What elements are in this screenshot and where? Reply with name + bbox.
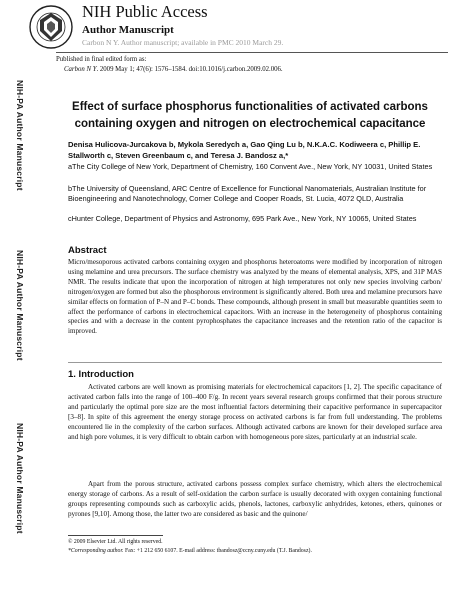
copyright-note: © 2009 Elsevier Ltd. All rights reserved. bbox=[68, 539, 163, 545]
corresponding-details: Fax: +1 212 650 6107. E-mail address: tbandosz@ccny.cuny.edu (T.J. Bandosz). bbox=[123, 548, 312, 554]
affiliation-c: cHunter College, Department of Physics and Astronomy, 695 Park Ave., New York, NY 10065, United States bbox=[68, 214, 417, 223]
availability-line: Carbon N Y. Author manuscript; available in PMC 2010 March 29. bbox=[82, 38, 284, 47]
abstract-heading: Abstract bbox=[68, 245, 107, 256]
header-title: NIH Public Access bbox=[82, 2, 208, 21]
citation bbox=[56, 65, 283, 75]
nih-logo-icon bbox=[28, 4, 74, 50]
publication-info bbox=[56, 55, 283, 75]
header-rule bbox=[56, 52, 448, 53]
author-list: Denisa Hulicova-Jurcakova b, Mykola Seredych a, Gao Qing Lu b, N.K.A.C. Kodiweera c, Phillip E. Stallworth c, Steven Greenbaum c, and Teresa J. Bandosz a,* bbox=[68, 140, 421, 160]
introduction-paragraph-1: Activated carbons are well known as promising materials for electrochemical capacitors [1, 2]. The specific capacitance of activated carbon falls into the range of 100–400 F/g. In recent years several research groups confirmed that their porous structure and particularly the optimal pore size are the most influential factors determining their capacitive performance in supercapacitor [3–8]. In spite of this agreement the energy storage process on activated carbons is far from full understanding. The problems encountered lie in the complexity of the carbon surfaces. Although activated carbons are known for their developed surface area and high pore volumes, it is very difficult to obtain carbon with homogeneous pore sizes, particularly at an industrial scale. bbox=[68, 383, 442, 441]
article-title: Effect of surface phosphorus functionalities of activated carbons containing oxygen and nitrogen on electrochemical capacitance bbox=[72, 101, 428, 130]
introduction-heading: 1. Introduction bbox=[68, 369, 134, 380]
affiliation-b: bThe University of Queensland, ARC Centre of Excellence for Functional Nanomaterials, Australian Institute for Bioengineering and Nanotechnology, Corner College and Cooper Roads, St. Lucia, 4072 QLD, Australia bbox=[68, 184, 427, 203]
section-divider bbox=[68, 362, 442, 363]
side-label-top: NIH-PA Author Manuscript bbox=[15, 79, 25, 191]
side-label-middle: NIH-PA Author Manuscript bbox=[15, 249, 25, 361]
citation-journal: Carbon N Y bbox=[64, 66, 97, 73]
introduction-paragraph-2: Apart from the porous structure, activated carbons possess complex surface chemistry, which alters the electrochemical energy storage of carbons. As a result of self-oxidation the carbon surface is usually decorated with oxygen containing functional groups representing compounds such as carboxylic acids, phenols, lactones, carboxylic anhydrides, ketones, ethers, quinones or pyrones [9,10]. Among those, the latter two are considered as basic and the quinone/ bbox=[68, 480, 442, 518]
header-subtitle: Author Manuscript bbox=[82, 24, 174, 36]
footnote-rule bbox=[68, 535, 163, 536]
abstract-text: Micro/mesoporous activated carbons containing oxygen and phosphorus heteroatoms were modified by incorporation of nitrogen using melamine and urea precursors. The surface chemistry was analyzed by the means of elemental analysis, XPS, and 31P MAS NMR. The results indicate that upon the incorporation of nitrogen at high temperatures not only new species involving carbon/ nitrogen/oxygen are formed but also the phosphorous environment is significantly altered. Both urea and melamine precursors have similar effects on formation of P–N and P–C bonds. These compounds, although present in small but measurable quantities seem to affect the performance of carbons in electrochemical capacitors. With an increase in the heterogeneity of phosphorus containing species and with a decrease in the content pyrophosphates the capacitance increases and the retention ratio of the capacitor is improved. bbox=[68, 258, 442, 336]
citation-rest: . 2009 May 1; 47(6): 1576–1584. doi:10.1016/j.carbon.2009.02.006. bbox=[96, 66, 283, 73]
corresponding-label: *Corresponding author. bbox=[68, 548, 124, 554]
corresponding-author-note bbox=[68, 547, 312, 555]
published-prefix: Published in final edited form as: bbox=[56, 56, 147, 63]
side-label-bottom: NIH-PA Author Manuscript bbox=[15, 422, 25, 534]
affiliation-a: aThe City College of New York, Department of Chemistry, 160 Convent Ave., New York, NY 10031, United States bbox=[68, 162, 433, 171]
